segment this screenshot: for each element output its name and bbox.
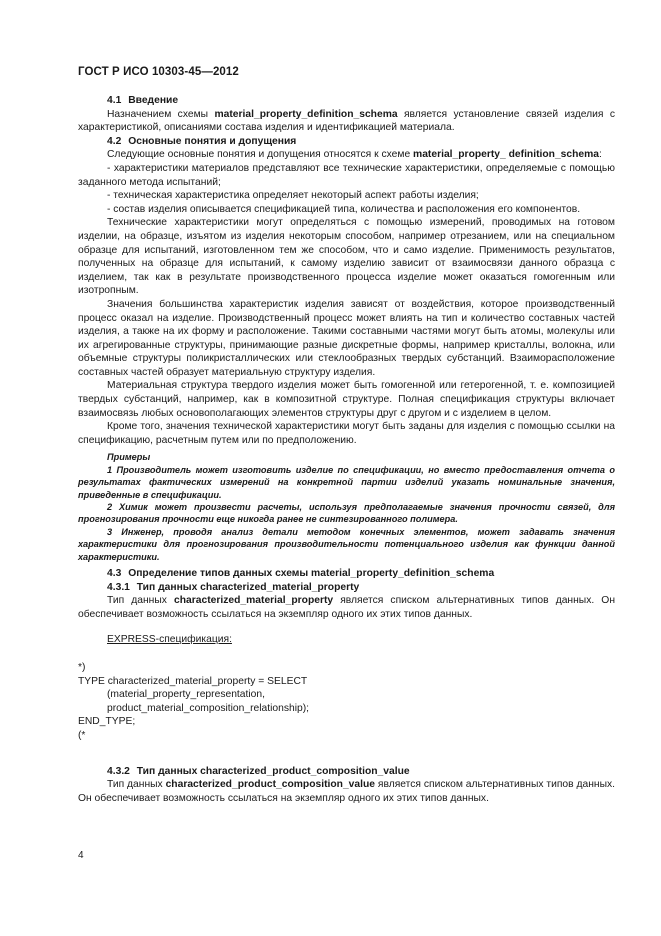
example-item: 2 Химик может произвести расчеты, используя предполагаемые значения прочности связей, для прогнозирования прочности еще никогда ранее не синтезированного полимера. — [78, 502, 615, 525]
list-item: - состав изделия описывается спецификацией типа, количества и расположения его компонентов. — [107, 203, 581, 215]
heading-4-3-2 — [107, 765, 615, 779]
heading-text: Тип данных characterized_material_property — [136, 581, 360, 593]
list-item: - техническая характеристика определяет некоторый аспект работы изделия; — [107, 190, 479, 202]
heading-text: Основные понятия и допущения — [128, 135, 297, 147]
heading-4-3 — [107, 567, 615, 581]
examples-title: Примеры — [107, 452, 151, 463]
list-item: - характеристики материалов представляют все технические характеристики, определяемые с помощью заданного метода испытаний; — [78, 162, 615, 188]
paragraph: Значения большинства характеристик изделия зависят от воздействия, которое производственный процесс оказал на изделие. Производственный процесс может влиять на тип и количество составных частей изделия, а также на их форму и расположение. Такими составными частями могут быть атомы, молекулы или их агрегированные структуры, принимающие разные дискретные формы, например кристаллы, волокна, или объемные структуры поликристаллических или стеклообразных твердых субстанций. Взаиморасположение составных частей образует материальную структуру изделия. — [78, 298, 615, 378]
paragraph: Материальная структура твердого изделия может быть гомогенной или гетерогенной, т. е. композицией твердых субстанций, например, как в композитной структуре. Полная спецификация структуры включает взаимосвязь любых основополагающих элементов структуры друг с другом и с изделием в целом. — [78, 380, 615, 419]
code-line: END_TYPE; — [78, 716, 136, 728]
paragraph-intro — [78, 148, 615, 162]
examples-block — [78, 451, 615, 563]
heading-number: 4.1 — [107, 95, 122, 106]
code-line: product_material_composition_relationship); — [107, 702, 310, 714]
heading-number: 4.3.1 — [107, 581, 130, 593]
text-run: Тип данных — [107, 595, 175, 607]
heading-text: Тип данных characterized_product_composition_value — [136, 765, 410, 777]
paragraph: Кроме того, значения технической характеристики могут быть заданы для изделия с помощью ссылки на спецификацию, расчетным путем или по предположению. — [78, 421, 615, 446]
express-code-block — [78, 661, 615, 743]
paragraph-4-3-1 — [78, 594, 615, 621]
text-run: Назначением схемы — [107, 108, 215, 120]
text-run: является списком альтернативных типов данных. Он обеспечивает возможность ссылаться на экземпляр одного их этих типов данных. — [78, 779, 615, 804]
heading-4-1 — [107, 94, 615, 108]
heading-number: 4.2 — [107, 135, 122, 147]
code-line: TYPE characterized_material_property = SELECT — [78, 675, 308, 687]
heading-4-2 — [107, 135, 615, 149]
paragraph: Технические характеристики могут определяться с помощью измерений, проводимых на готовом изделии, на образце, изъятом из изделия некоторым способом, например отрезанием, или на специальном образце для испытаний, изготовленном тем же способом, что и само изделие. Применимость результатов, полученных на образце для испытаний, к самому изделию зависит от взаимосвязи данного образца с изделием, так как в результате производственного процесса изделие может оказаться гомогенным или изотропным. — [78, 217, 615, 297]
text-run: Следующие основные понятия и допущения относятся к схеме — [107, 149, 414, 161]
document-header: ГОСТ Р ИСО 10303-45—2012 — [78, 66, 239, 78]
page-number: 4 — [78, 850, 84, 861]
type-name: characterized_product_composition_value — [165, 779, 376, 791]
heading-text: Введение — [128, 95, 179, 106]
text-run: является списком альтернативных типов данных. Он обеспечивает возможность ссылаться на экземпляр одного их этих типов данных. — [78, 595, 616, 620]
document-body — [78, 94, 615, 805]
example-item: 3 Инженер, проводя анализ детали методом конечных элементов, может задавать значения характеристики для прогнозирования производительности потенциального изделия как функции данной характеристики. — [78, 526, 615, 562]
paragraph-4-3-2 — [78, 778, 615, 805]
text-run: : — [599, 149, 602, 161]
code-line: *) — [78, 662, 86, 674]
code-line: (* — [78, 730, 86, 742]
type-name: characterized_material_property — [174, 595, 334, 607]
express-specification-label: EXPRESS-спецификация: — [107, 634, 232, 646]
heading-number: 4.3 — [107, 568, 122, 580]
heading-number: 4.3.2 — [107, 765, 130, 777]
heading-text: Определение типов данных схемы material_property_definition_schema — [128, 568, 495, 580]
schema-name: material_property_definition_schema — [214, 108, 398, 120]
text-run: является установление связей изделия с характеристикой, описаниями состава изделия и идентификацией материала. — [78, 108, 615, 134]
heading-4-3-1 — [107, 581, 615, 595]
example-item: 1 Производитель может изготовить изделие по спецификации, но вместо предоставления отчета о результатах фактических измерений на конкретной партии изделий указать номинальные значения, приведенные в спецификации. — [78, 464, 615, 500]
code-line: (material_property_representation, — [107, 689, 265, 701]
text-run: Тип данных — [107, 779, 166, 791]
schema-name: material_property_ definition_schema — [413, 149, 600, 161]
paragraph-4-1 — [78, 108, 615, 135]
